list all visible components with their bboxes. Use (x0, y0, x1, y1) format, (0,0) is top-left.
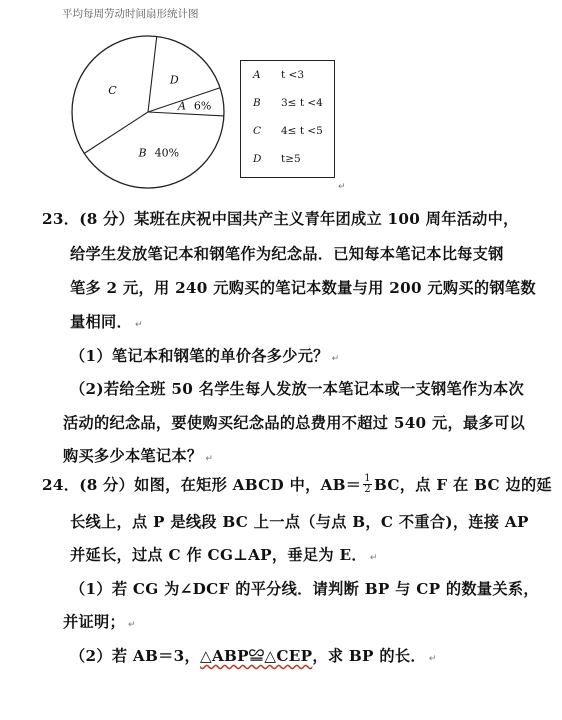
q24-line-2: 长线上，点 P 是线段 BC 上一点（与点 B，C 不重合)，连接 AP (70, 513, 529, 531)
return-mark-icon: ↵ (428, 654, 437, 664)
return-mark-icon: ↵ (369, 553, 378, 563)
q23-line-8 (63, 445, 213, 466)
q23-line-4 (70, 311, 143, 332)
q23-line-5 (70, 345, 340, 366)
pie-slice-label-a: A 6% (177, 99, 212, 113)
return-mark-icon: ↵ (134, 320, 143, 330)
legend-row-b (253, 97, 333, 111)
chart-caption: 平均每周劳动时间扇形统计图 (62, 8, 199, 20)
legend-row-c (253, 125, 333, 139)
q23-line-4-text: 量相同． (70, 313, 132, 331)
q23-line-7: 活动的纪念品，要使购买纪念品的总费用不超过 540 元，最多可以 (63, 414, 525, 432)
q23-line-2: 给学生发放笔记本和钢笔作为纪念品．已知每本笔记本比每支钢 (70, 245, 504, 263)
fraction-one-half (363, 474, 372, 495)
q24-line-1-pre: 24．(8 分）如图，在矩形 ABCD 中，AB＝ (42, 476, 362, 494)
legend-range: t≥5 (281, 153, 301, 165)
q24-line-1 (42, 474, 552, 497)
legend-row-d (253, 153, 333, 167)
q24-line-5 (63, 611, 136, 632)
fraction-denominator: 2 (364, 483, 371, 495)
q24-line-6-post: ，求 BP 的长． (312, 647, 426, 665)
q23-line-1: 23．(8 分）某班在庆祝中国共产主义青年团成立 100 周年活动中， (42, 210, 519, 228)
legend-key: B (253, 97, 261, 109)
q23-line-8-text: 购买多少本笔记本？ (63, 447, 203, 465)
q24-line-3-text: 并延长，过点 C 作 CG⊥AP，垂足为 E． (70, 546, 367, 564)
pie-slice-label-d: D (169, 73, 179, 87)
return-mark-icon: ↵ (338, 182, 346, 192)
pie-slice-label-b: B 40% (138, 146, 180, 160)
fraction-numerator: 1 (364, 472, 371, 484)
legend-range: t <3 (281, 69, 305, 81)
q24-line-3 (70, 544, 378, 565)
legend-range: 4≤ t <5 (281, 125, 323, 137)
return-mark-icon: ↵ (127, 620, 136, 630)
q24-line-6-pre: （2）若 AB＝3， (70, 647, 200, 665)
legend-box (240, 60, 335, 178)
return-mark-icon: ↵ (205, 454, 214, 464)
q24-line-4: （1）若 CG 为∠DCF 的平分线．请判断 BP 与 CP 的数量关系， (70, 580, 539, 598)
congruence-statement: △ABP≌△CEP (199, 647, 313, 665)
pie-slice-label-c: C (108, 83, 117, 97)
q24-line-5-text: 并证明； (63, 613, 125, 631)
q24-line-1-post: BC，点 F 在 BC 边的延 (373, 476, 552, 494)
legend-key: C (253, 125, 262, 137)
q23-line-6: （2)若给全班 50 名学生每人发放一本笔记本或一支钢笔作为本次 (70, 380, 524, 398)
legend-key: D (253, 153, 262, 165)
legend-key: A (253, 69, 261, 81)
legend-range: 3≤ t <4 (281, 97, 323, 109)
return-mark-icon: ↵ (331, 354, 340, 364)
q24-line-6 (70, 645, 437, 666)
q23-line-3: 笔多 2 元，用 240 元购买的笔记本数量与用 200 元购买的钢笔数 (70, 279, 536, 297)
legend-row-a (253, 69, 333, 83)
q23-line-5-text: （1）笔记本和钢笔的单价各多少元？ (70, 347, 329, 365)
